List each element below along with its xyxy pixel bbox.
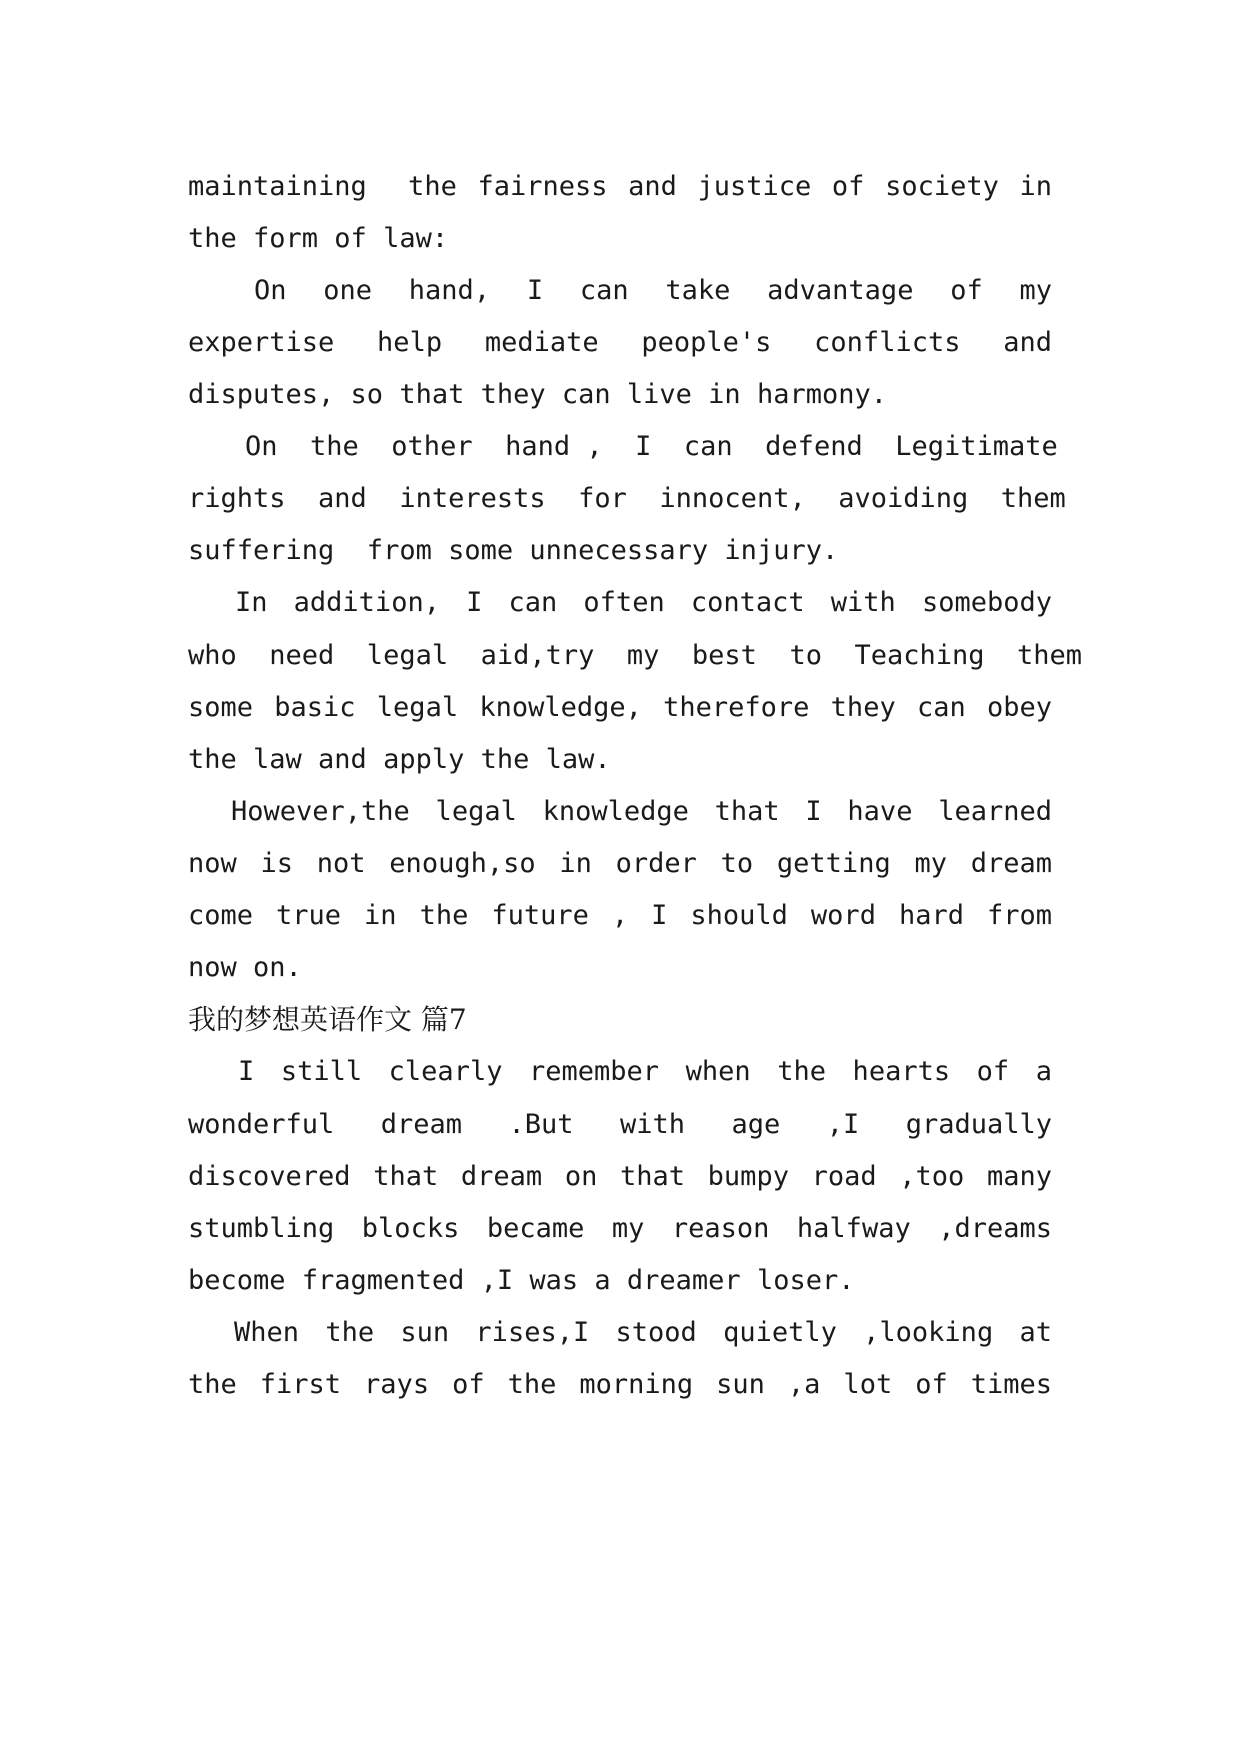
text-line: come true in the future , I should word hard from: [188, 900, 1052, 931]
text-line: suffering from some unnecessary injury.: [188, 535, 839, 566]
text-line: rights and interests for innocent, avoiding them: [188, 483, 1066, 514]
text-line: stumbling blocks became my reason halfway ,dreams: [188, 1213, 1052, 1244]
text-line: discovered that dream on that bumpy road ,too many: [188, 1161, 1052, 1192]
text-line: the form of law:: [188, 223, 449, 254]
text-line: the law and apply the law.: [188, 744, 611, 775]
text-line: expertise help mediate people's conflicts and: [188, 327, 1052, 358]
text-line: wonderful dream .But with age ,I gradually: [188, 1109, 1052, 1140]
text-line: In addition, I can often contact with somebody: [235, 587, 1052, 618]
text-line: maintaining the fairness and justice of society in: [188, 171, 1052, 202]
text-line: On one hand, I can take advantage of my: [254, 275, 1052, 306]
text-line: When the sun rises,I stood quietly ,looking at: [234, 1317, 1052, 1348]
text-line: However,the legal knowledge that I have learned: [231, 796, 1052, 827]
text-line: become fragmented ,I was a dreamer loser.: [188, 1265, 855, 1296]
text-line: disputes, so that they can live in harmony.: [188, 379, 887, 410]
text-line: now on.: [188, 952, 302, 983]
text-line: On the other hand , I can defend Legitimate: [245, 431, 1058, 462]
text-line: the first rays of the morning sun ,a lot of times: [188, 1369, 1052, 1400]
text-line: I still clearly remember when the hearts of a: [238, 1056, 1052, 1087]
text-line: some basic legal knowledge, therefore they can obey: [188, 692, 1052, 723]
text-line: now is not enough,so in order to getting my dream: [188, 848, 1052, 879]
text-line: who need legal aid,try my best to Teaching them: [188, 640, 1083, 671]
section-heading: 我的梦想英语作文 篇7: [188, 1003, 467, 1036]
